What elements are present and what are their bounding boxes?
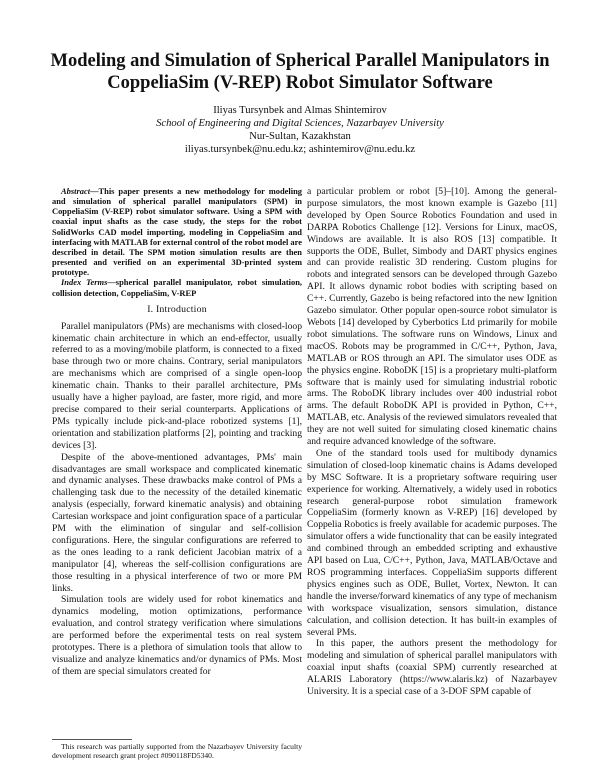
body-paragraph: Parallel manipulators (PMs) are mechanisms with closed-loop kinematic chain architecture in which an end-effector, usually referred to as a moving/mobile platform, is connected to a fixed base through two or more chains. Contrary, serial manipulators are mechanisms which are comprised of a single open-loop kinematic chain. Thanks to their parallel architecture, PMs usually have a higher payload, are faster, more rigid, and more precise compared to their serial counterparts. Applications of PMs typically include pick-and-place robotized systems [1], orientation and stabilization platforms [2], pointing and tracking devices [3]. [52,320,302,451]
paper-title [40,50,560,94]
abstract-text: —This paper presents a new methodology for modeling and simulation of spherical parallel manipulators (SPM) in CoppeliaSim (V-REP) robot simulator software. Using a SPM with coaxial input shafts as the case study, the steps for the robot SolidWorks CAD model importing, modeling in CoppeliaSim and interfacing with MATLAB for external control of the robot model are described in detail. The SPM motion simulation results are then presented and verified on an experimental 3D-printed system prototype. [52,186,302,278]
footnote: This research was partially supported from the Nazarbayev University faculty development research grant project #090118FD5340. [52,742,302,760]
abstract [52,186,302,277]
index-terms-text: —spherical parallel manipulator, robot simulation, collision detection, CoppeliaSim, V-REP [52,277,302,298]
body-paragraph: In this paper, the authors present the methodology for modeling and simulation of spherical parallel manipulators with coaxial input shafts (coaxial SPM) currently researched at ALARIS Laboratory (https://www.alaris.kz) of Nazarbayev University. It is a special case of a 3-DOF SPM capable of [307,638,557,698]
body-paragraph: One of the standard tools used for multibody dynamics simulation of closed-loop kinematic chains is Adams developed by MSC Software. It is a proprietary software requiring user experience for working. Alternatively, a widely used in robotics research general-purpose robot simulation framework CoppeliaSim (formerly known as V-REP) [16] developed by Coppelia Robotics is freely available for academic purposes. The simulator offers a wide functionality that can be easily integrated and combined through an embedded scripting and exhaustive API based on Lua, C/C++, Python, Java, MATLAB/Octave and ROS programming interfaces. CoppeliaSim supports different physics engines such as ODE, Bullet, Vortex, Newton. It can handle the inverse/forward kinematics of any type of mechanism with workspace visualization, sensors simulation, distance calculation, and collision detection. It has built-in examples of several PMs. [307,447,557,638]
author-block [40,104,560,156]
title-line-2: CoppeliaSim (V-REP) Robot Simulator Software [107,73,493,93]
index-terms-label: Index Terms [61,277,108,288]
abstract-label: Abstract [61,186,91,196]
author-emails: iliyas.tursynbek@nu.edu.kz; ashintemirov@nu.edu.kz [184,144,416,155]
body-paragraph: Simulation tools are widely used for robot kinematics and dynamics modeling, motion optimizations, performance evaluation, and control strategy verification where simulations are performed before the experimental tests on real system prototypes. There is a plethora of simulation tools that allow to visualize and analyze kinematics and/or dynamics of PMs. Most of them are special simulators created for [52,594,302,677]
body-paragraph: Despite of the above-mentioned advantages, PMs' main disadvantages are small workspace and complicated kinematic and dynamic analyses. These drawbacks make control of PMs a challenging task due to the necessity of the detailed kinematic analysis (especially, forward kinematic analysis) and obtaining Cartesian workspace and joint configuration space of a particular PM with the elimination of singular and self-collision configurations. Here, the singular configurations are referred to as the ones leading to a rank deficient Jacobian matrix of a manipulator [4], whereas the self-collision configurations are those resulting in a physical interference of two or more PM links. [52,451,302,594]
index-terms [52,277,302,297]
title-line-1: Modeling and Simulation of Spherical Parallel Manipulators in [50,51,550,71]
left-column [52,186,302,678]
affiliation: School of Engineering and Digital Sciences, Nazarbayev University [156,118,444,129]
footnote-rule [52,739,132,740]
right-column [307,186,557,698]
author-names: Iliyas Tursynbek and Almas Shintemirov [213,105,387,116]
body-paragraph: a particular problem or robot [5]–[10]. Among the general-purpose simulators, the most known example is Gazebo [11] developed by Open Source Robotics Foundation and used in DARPA Robotics Challenge [12]. Versions for Linux, macOS, Windows are available. It is also ROS [13] compatible. It supports the ODE, Bullet, Simbody and DART physics engines and can provide realistic 3D rendering. Custom plugins for robots and integrated sensors can be developed through Gazebo API. It allows dynamic robot bodies with scripting based on C++. Currently, Gazebo is being refactored into the new Ignition Gazebo simulator. Other popular open-source robot simulator is Webots [14] developed by Cyberbotics Ltd primarily for mobile robot simulations. The software runs on Windows, Linux and macOS. Robots may be programmed in C/C++, Python, Java, MATLAB or ROS through an API. The simulator uses ODE as the physics engine. RoboDK [15] is a proprietary multi-platform software that is mainly used for simulating industrial robotic arms. The RoboDK library includes over 400 industrial robot arms. The default RoboDK API is provided in Python, C++, MATLAB, etc. Analysis of the reviewed simulators revealed that they are not well suited for simulating closed kinematic chains and require advanced knowledge of the software. [307,186,557,448]
location: Nur-Sultan, Kazakhstan [249,131,351,142]
section-heading: I. Introduction [147,303,207,315]
